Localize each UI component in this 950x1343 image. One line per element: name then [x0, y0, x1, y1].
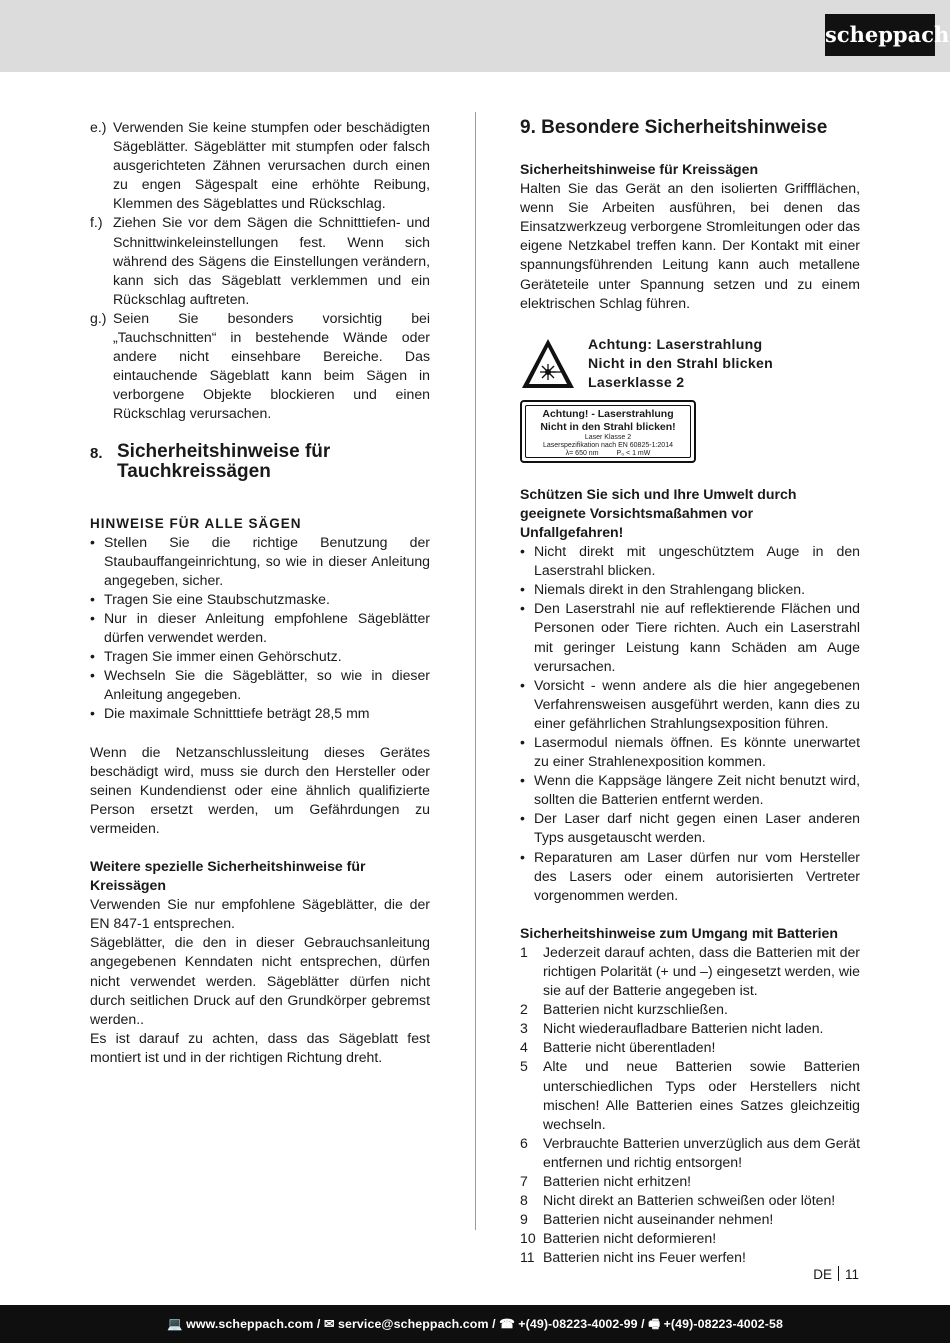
item-text: Verbrauchte Batterien unverzüglich aus dem Gerät entfernen und richtig entsorgen! [543, 1134, 860, 1170]
page-number-value: 11 [844, 1267, 859, 1282]
bullet-text: Die maximale Schnitttiefe beträgt 28,5 mm [104, 705, 370, 722]
laser-warning-icon [520, 336, 576, 392]
numbered-item [520, 1019, 860, 1038]
section-title: Sicherheitshinweise für Tauchkreissägen [117, 440, 331, 482]
right-column [520, 118, 860, 1268]
item-text: Ziehen Sie vor dem Sägen die Schnitttiefen- und Schnittwinkeleinstellungen fest. Wenn sich während des Sägens die Einstellungen verändern, kann sich das Sägeblatt verklemmen und ein Rückschlag auftreten. [113, 214, 430, 307]
footer-contact-text: 💻 www.scheppach.com / ✉ service@scheppach.com / ☎ +(49)-08223-4002-99 / 🖷 +(49)-08223-4002-58 [167, 1317, 783, 1331]
bullet-text: Tragen Sie immer einen Gehörschutz. [104, 648, 342, 665]
bullet-text: Stellen Sie die richtige Benutzung der Staubauffangeinrichtung, so wie in dieser Anleitung angegeben, sicher. [104, 533, 430, 588]
numbered-item [520, 1000, 860, 1019]
laser-label-class: Laser Klasse 2 [584, 433, 632, 441]
item-label: g.) [90, 309, 107, 326]
weitere-paragraph-1: Verwenden Sie nur empfohlene Sägeblätter, die der EN 847-1 entsprechen. [90, 896, 430, 932]
numbered-item [520, 1057, 860, 1133]
page-language: DE [813, 1267, 832, 1282]
page-number [813, 1266, 859, 1282]
bullet-dot: • [90, 667, 95, 684]
bullet-text: Lasermodul niemals öffnen. Es könnte unerwartet zu einer Strahlenexposition kommen. [534, 733, 860, 770]
bullet-dot: • [520, 810, 525, 827]
bullet-dot: • [520, 848, 525, 865]
item-text: Batterien nicht erhitzen! [543, 1173, 692, 1190]
bullet-dot: • [520, 733, 525, 750]
bullet-item [90, 590, 430, 609]
item-number: 8 [520, 1192, 528, 1209]
laser-label-inner [525, 405, 691, 458]
laser-warning-line: Laserklasse 2 [588, 374, 685, 391]
item-number: 10 [520, 1230, 536, 1247]
bullet-item [520, 580, 860, 599]
hinweise-heading: HINWEISE FÜR ALLE SÄGEN [90, 515, 302, 531]
bullet-item [90, 609, 430, 647]
netzanschluss-paragraph: Wenn die Netzanschlussleitung dieses Gerätes beschädigt wird, muss sie durch den Hersteller oder seinen Kundendienst oder eine ähnlich qualifizierte Person ersetzt werden, um Gefährdungen zu vermeiden. [90, 743, 430, 836]
bullet-dot: • [520, 543, 525, 560]
item-text: Batterien nicht deformieren! [543, 1230, 717, 1247]
page-footer [0, 1305, 950, 1343]
kreissaegen-paragraph: Halten Sie das Gerät an den isolierten Griffflächen, wenn Sie Arbeiten ausführen, bei denen das Einsatzwerkzeug verborgene Stromleitungen oder das eigene Netzkabel treffen kann. Der Kontakt mit einer spannungsführenden Leitung kann auch metallene Geräteteile unter Spannung setzen und zu einem elektrischen Schlag führen. [520, 180, 860, 311]
bullet-text: Tragen Sie eine Staubschutzmaske. [104, 590, 330, 607]
bullet-dot: • [90, 648, 95, 665]
laser-wavelength: λ= 650 nm [565, 449, 599, 457]
bullet-item [520, 599, 860, 675]
laser-warning [520, 335, 860, 393]
weitere-heading: Weitere spezielle Sicherheitshinweise für Kreissägen [90, 858, 366, 894]
laser-warning-line: Achtung: Laserstrahlung [588, 336, 763, 353]
laser-label-spec: Laserspezifikation nach EN 60825-1:2014 [543, 441, 673, 449]
bullet-item [90, 666, 430, 704]
laser-warning-text [588, 335, 773, 392]
section-number: 8. [90, 444, 103, 462]
laser-label [520, 400, 696, 463]
item-number: 6 [520, 1134, 528, 1151]
item-text: Batterie nicht überentladen! [543, 1039, 716, 1056]
bullet-item [520, 848, 860, 905]
numbered-item [520, 1229, 860, 1248]
item-text: Jederzeit darauf achten, dass die Batterien mit der richtigen Polarität (+ und –) eingesetzt werden, wie sie auf der Batterie angegeben ist. [543, 943, 860, 999]
list-item [90, 118, 430, 213]
bullet-item [90, 533, 430, 590]
item-text: Seien Sie besonders vorsichtig bei „Tauchschnitten“ in bestehende Wände oder andere nicht einsehbare Bereiche. Das eintauchende Sägeblatt kann beim Sägen in verborgene Objekte blockieren und einen Rückschlag verursachen. [113, 309, 430, 422]
item-label: e.) [90, 119, 107, 135]
item-number: 2 [520, 1001, 528, 1018]
item-number: 3 [520, 1020, 528, 1037]
item-number: 5 [520, 1058, 528, 1075]
item-text: Alte und neue Batterien sowie Batterien unterschiedlichen Typs oder Herstellers nicht mischen! Alle Batterien eines Satzes gleichzeitig wechseln. [543, 1058, 860, 1132]
bullet-dot: • [520, 581, 525, 598]
bullet-item [90, 704, 430, 723]
weitere-paragraph-2: Sägeblätter, die den in dieser Gebrauchsanleitung angegebenen Kenndaten nicht entsprechen, dürfen nicht verwendet werden. Sägeblätter dürfen nicht durch seitlichen Druck auf den Grundkörper gebremst werden.. [90, 934, 430, 1027]
item-number: 9 [520, 1211, 528, 1228]
kreissaegen-heading: Sicherheitshinweise für Kreissägen [520, 161, 759, 177]
item-text: Nicht wiederaufladbare Batterien nicht laden. [543, 1020, 824, 1037]
section-9-heading: 9. Besondere Sicherheitshinweise [520, 117, 828, 138]
page-number-divider [838, 1266, 839, 1281]
bullet-item [520, 771, 860, 809]
section-8-heading [90, 442, 430, 482]
laser-label-line: Achtung! - Laserstrahlung [542, 407, 674, 420]
bullet-text: Vorsicht - wenn andere als die hier angegebenen Verfahrensweisen ausgeführt werden, kann dies zu einer gefährlichen Strahlungsexposition führen. [534, 676, 860, 731]
list-item [90, 309, 430, 424]
laser-label-values [526, 450, 690, 458]
bullet-text: Wenn die Kappsäge längere Zeit nicht benutzt wird, sollten die Batterien entfernt werden. [534, 772, 860, 808]
laser-label-line: Nicht in den Strahl blicken! [540, 420, 676, 433]
bullet-text: Reparaturen am Laser dürfen nur vom Hersteller des Lasers oder einem autorisierten Vertreter vorgenommen werden. [534, 848, 860, 903]
bullet-dot: • [90, 590, 95, 607]
item-text: Batterien nicht kurzschließen. [543, 1001, 728, 1018]
item-number: 1 [520, 943, 528, 960]
bullet-text: Der Laser darf nicht gegen einen Laser anderen Typs ausgetauscht werden. [534, 810, 860, 846]
bullet-dot: • [90, 533, 95, 550]
bullet-item [520, 733, 860, 771]
bullet-item [90, 647, 430, 666]
list-item [90, 213, 430, 308]
page-header [0, 0, 950, 72]
numbered-item [520, 1134, 860, 1172]
bullet-text: Nicht direkt mit ungeschütztem Auge in den Laserstrahl blicken. [534, 543, 860, 579]
scheppach-logo: scheppach [825, 14, 935, 56]
batterien-heading: Sicherheitshinweise zum Umgang mit Batterien [520, 924, 838, 941]
bullet-text: Niemals direkt in den Strahlengang blicken. [534, 581, 806, 598]
bullet-dot: • [90, 609, 95, 626]
bullet-item [520, 676, 860, 733]
column-divider [475, 112, 476, 1230]
bullet-text: Nur in dieser Anleitung empfohlene Sägeblätter dürfen verwendet werden. [104, 609, 430, 646]
numbered-item [520, 1191, 860, 1210]
numbered-item [520, 1210, 860, 1229]
item-number: 4 [520, 1039, 528, 1056]
bullet-item [520, 542, 860, 580]
laser-warning-line: Nicht in den Strahl blicken [588, 355, 774, 372]
numbered-item [520, 1172, 860, 1191]
schuetzen-heading: Schützen Sie sich und Ihre Umwelt durch geeignete Vorsichtsmaßahmen vor Unfallgefahren! [520, 485, 797, 540]
numbered-item [520, 1038, 860, 1057]
left-column [90, 118, 430, 1067]
item-text: Nicht direkt an Batterien schweißen oder löten! [543, 1192, 836, 1209]
bullet-dot: • [90, 705, 95, 722]
item-text: Batterien nicht auseinander nehmen! [543, 1211, 774, 1228]
bullet-dot: • [520, 676, 525, 693]
bullet-text: Wechseln Sie die Sägeblätter, so wie in dieser Anleitung angegeben. [104, 667, 430, 703]
item-text: Batterien nicht ins Feuer werfen! [543, 1249, 746, 1266]
bullet-dot: • [520, 772, 525, 789]
item-text: Verwenden Sie keine stumpfen oder beschädigten Sägeblätter. Sägeblätter mit stumpfen oder falsch ausgerichteten Zähnen verursachen durch einen zu engen Sägespalt eine erhöhte Reibung, Klemmen des Sägeblattes und Rückschlag. [113, 119, 430, 212]
bullet-text: Den Laserstrahl nie auf reflektierende Flächen und Personen oder Tiere richten. Auch ein Laserstrahl mit geringer Leistung kann Schäden am Auge verursachen. [534, 600, 860, 674]
numbered-item [520, 943, 860, 1000]
laser-power: P₀ < 1 mW [616, 449, 651, 457]
bullet-item [520, 809, 860, 847]
item-number: 11 [520, 1249, 535, 1266]
item-label: f.) [90, 214, 103, 231]
weitere-paragraph-3: Es ist darauf zu achten, dass das Sägeblatt fest montiert ist und in der richtigen Richtung dreht. [90, 1029, 430, 1065]
bullet-dot: • [520, 600, 525, 617]
numbered-item [520, 1248, 860, 1267]
item-number: 7 [520, 1173, 528, 1190]
